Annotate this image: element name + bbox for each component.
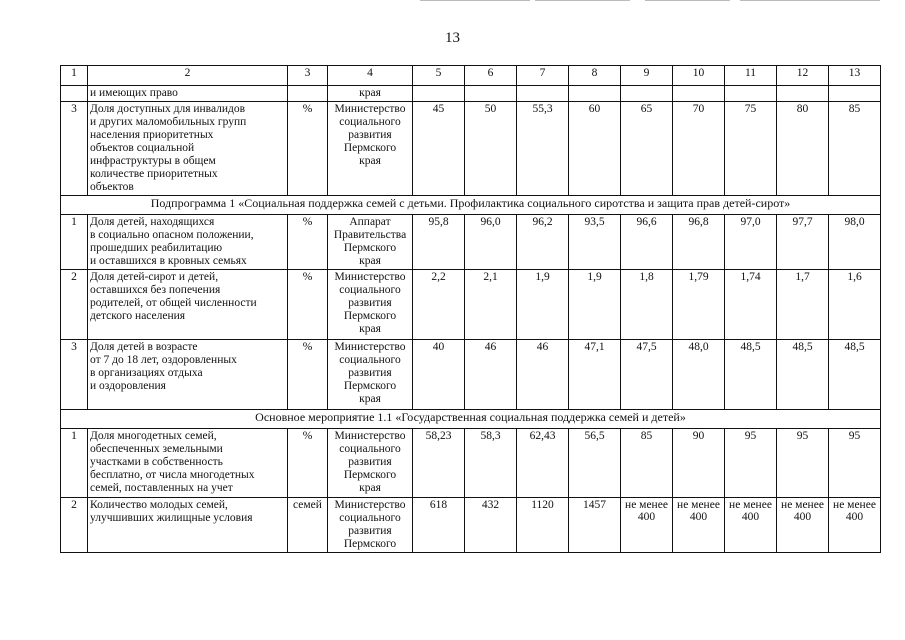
section-title: Подпрограмма 1 «Социальная поддержка семей с детьми. Профилактика социального сиротства и защита прав детей-сирот» [61,196,881,215]
value-cell: 58,23 [413,429,465,498]
value-cell: 56,5 [569,429,621,498]
value-cell: 85 [829,102,881,196]
indicators-table [60,65,881,553]
row-number: 1 [61,429,88,498]
value-cell: 46 [517,340,569,410]
value-cell: не менее 400 [673,498,725,553]
value-cell: не менее 400 [829,498,881,553]
table-row [61,102,881,196]
indicator-name: Доля детей в возрасте от 7 до 18 лет, оздоровленных в организациях отдыха и оздоровления [88,340,288,410]
value-cell: 40 [413,340,465,410]
column-header: 5 [413,66,465,86]
page-number: 13 [445,30,460,46]
value-cell: 97,7 [777,215,829,270]
value-cell: 98,0 [829,215,881,270]
value-cell: 48,5 [725,340,777,410]
top-rule-2 [535,0,630,1]
value-cell [413,86,465,102]
section-row [61,410,881,429]
continuation-row [61,86,881,102]
indicator-name: Доля многодетных семей, обеспеченных земельными участками в собственность бесплатно, от числа многодетных семей, поставленных на учет [88,429,288,498]
value-cell: 45 [413,102,465,196]
value-cell: 1,7 [777,270,829,340]
value-cell: 95 [777,429,829,498]
value-cell: 95 [829,429,881,498]
unit: % [288,340,328,410]
row-number [61,86,88,102]
value-cell [569,86,621,102]
value-cell: 618 [413,498,465,553]
row-number: 2 [61,498,88,553]
value-cell: 48,0 [673,340,725,410]
value-cell: не менее 400 [777,498,829,553]
responsible-org: Министерство социального развития Пермского края [328,429,413,498]
table-row [61,429,881,498]
value-cell: 46 [465,340,517,410]
column-header: 3 [288,66,328,86]
value-cell: 48,5 [777,340,829,410]
row-number: 3 [61,102,88,196]
top-rule-3 [645,0,730,1]
unit: % [288,215,328,270]
section-title: Основное мероприятие 1.1 «Государственная социальная поддержка семей и детей» [61,410,881,429]
value-cell: 55,3 [517,102,569,196]
value-cell [725,86,777,102]
value-cell: 2,1 [465,270,517,340]
value-cell: 1,9 [569,270,621,340]
header-row [61,66,881,86]
value-cell: 48,5 [829,340,881,410]
value-cell: 93,5 [569,215,621,270]
value-cell: 96,0 [465,215,517,270]
value-cell: 50 [465,102,517,196]
value-cell: 95 [725,429,777,498]
indicator-name: Количество молодых семей, улучшивших жилищные условия [88,498,288,553]
value-cell [777,86,829,102]
table-row [61,215,881,270]
unit: % [288,429,328,498]
column-header: 9 [621,66,673,86]
value-cell: 75 [725,102,777,196]
value-cell: 60 [569,102,621,196]
value-cell [829,86,881,102]
section-row [61,196,881,215]
value-cell: 97,0 [725,215,777,270]
value-cell: 58,3 [465,429,517,498]
value-cell: 432 [465,498,517,553]
column-header: 11 [725,66,777,86]
column-header: 1 [61,66,88,86]
row-number: 1 [61,215,88,270]
value-cell: 65 [621,102,673,196]
value-cell: 1,9 [517,270,569,340]
value-cell: 1,79 [673,270,725,340]
row-number: 2 [61,270,88,340]
responsible-org: Министерство социального развития Пермского края [328,340,413,410]
value-cell: 80 [777,102,829,196]
value-cell: 47,1 [569,340,621,410]
unit: семей [288,498,328,553]
value-cell: 47,5 [621,340,673,410]
value-cell: не менее 400 [725,498,777,553]
top-rule-1 [420,0,530,1]
indicator-name: Доля детей-сирот и детей, оставшихся без попечения родителей, от общей численности детского населения [88,270,288,340]
value-cell: 1,74 [725,270,777,340]
column-header: 7 [517,66,569,86]
value-cell: 96,8 [673,215,725,270]
column-header: 4 [328,66,413,86]
responsible-org: Министерство социального развития Пермского края [328,270,413,340]
value-cell: 90 [673,429,725,498]
column-header: 13 [829,66,881,86]
value-cell: не менее 400 [621,498,673,553]
responsible-org: края [328,86,413,102]
column-header: 8 [569,66,621,86]
value-cell [673,86,725,102]
value-cell: 1457 [569,498,621,553]
top-rule-4 [740,0,880,1]
indicator-name: Доля доступных для инвалидов и других маломобильных групп населения приоритетных объектов социальной инфраструктуры в общем количестве приоритетных объектов [88,102,288,196]
value-cell: 95,8 [413,215,465,270]
value-cell [621,86,673,102]
value-cell: 1,6 [829,270,881,340]
value-cell [465,86,517,102]
value-cell: 62,43 [517,429,569,498]
table-row [61,498,881,553]
responsible-org: Министерство социального развития Пермского края [328,102,413,196]
value-cell: 1120 [517,498,569,553]
value-cell: 96,2 [517,215,569,270]
unit: % [288,270,328,340]
indicator-name: и имеющих право [88,86,288,102]
responsible-org: Аппарат Правительства Пермского края [328,215,413,270]
value-cell: 96,6 [621,215,673,270]
value-cell: 85 [621,429,673,498]
table-row [61,340,881,410]
row-number: 3 [61,340,88,410]
responsible-org: Министерство социального развития Пермского [328,498,413,553]
column-header: 6 [465,66,517,86]
value-cell: 70 [673,102,725,196]
value-cell: 1,8 [621,270,673,340]
unit: % [288,102,328,196]
value-cell [517,86,569,102]
column-header: 2 [88,66,288,86]
value-cell: 2,2 [413,270,465,340]
table-row [61,270,881,340]
indicator-name: Доля детей, находящихся в социально опасном положении, прошедших реабилитацию и оставшихся в кровных семьях [88,215,288,270]
unit [288,86,328,102]
column-header: 10 [673,66,725,86]
column-header: 12 [777,66,829,86]
